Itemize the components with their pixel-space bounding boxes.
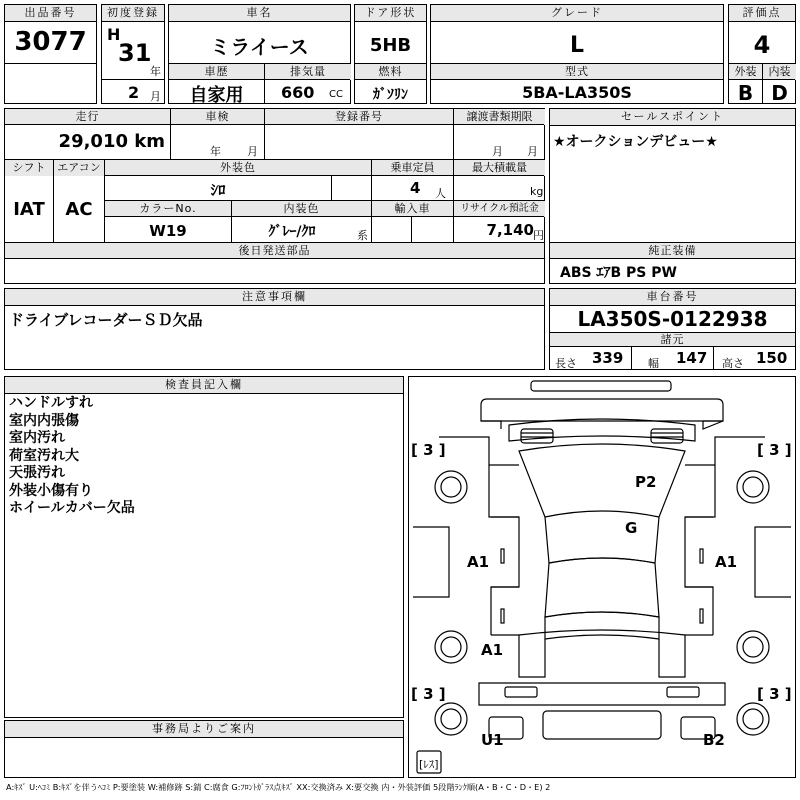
length-label: 長さ	[555, 357, 577, 370]
chassis-box	[549, 288, 796, 370]
office-box	[4, 720, 404, 778]
vehicle-detail-grid	[4, 108, 545, 284]
grade-box	[430, 4, 724, 104]
color-no: W19	[149, 222, 187, 240]
score: 4	[753, 31, 771, 59]
first-registration-label: 初度登録	[102, 5, 164, 22]
sales-point-box	[549, 108, 796, 284]
ext-color-label: 外装色	[105, 160, 371, 176]
length: 339	[592, 349, 624, 367]
car-name-box	[168, 4, 351, 104]
capacity-unit: 人	[435, 187, 446, 200]
car-name: ミライース	[210, 35, 309, 59]
mileage-label: 走行	[5, 109, 170, 125]
score-box	[728, 4, 796, 104]
width-label: 幅	[648, 357, 659, 370]
later-parts-label: 後日発送部品	[5, 243, 544, 259]
displacement-unit: CC	[329, 89, 343, 100]
transfer-day-unit: 月	[527, 145, 538, 158]
car-outline-svg	[409, 377, 795, 777]
score-label: 評価点	[729, 5, 795, 22]
inspector-note: 外装小傷有り	[9, 482, 93, 499]
tire-left-top: [ 3 ]	[411, 441, 446, 459]
ext-color: ｼﾛ	[210, 181, 226, 199]
mark-a1-rear: A1	[481, 641, 504, 659]
width: 147	[676, 349, 708, 367]
height: 150	[756, 349, 788, 367]
legend: A:ｷｽﾞ U:ﾍｺﾐ B:ｷｽﾞを伴うﾍｺﾐ P:要塗装 W:補修跡 S:錆 C:腐食 G:ﾌﾛﾝﾄｶﾞﾗｽ点ｷｽﾞ XX:交換済み X:要交換 内・外装評価 5段階ﾗﾝｸ順(A・B・C・D・E) 2	[6, 782, 551, 792]
fuel-label: 燃料	[355, 64, 426, 80]
damage-diagram	[408, 376, 796, 778]
interior-grade: D	[771, 81, 788, 105]
shift-label: シフト	[5, 160, 53, 176]
office-label: 事務局よりご案内	[5, 721, 403, 738]
exterior-grade: B	[737, 81, 754, 105]
chassis-number: LA350S-0122938	[577, 307, 768, 331]
door: 5HB	[369, 35, 412, 56]
month-unit: 月	[150, 90, 161, 103]
equipment: ABS ｴｱB PS PW	[560, 265, 677, 281]
caution-text: ドライブレコーダーＳＤ欠品	[9, 311, 203, 329]
mileage: 29,010 km	[58, 131, 165, 152]
inspection-year-unit: 年	[210, 145, 221, 158]
recycle-label: リサイクル預託金	[454, 201, 545, 217]
door-label: ドア形状	[355, 5, 426, 22]
capacity-label: 乗車定員	[372, 160, 453, 176]
int-color-suffix: 系	[357, 229, 368, 242]
inspector-note: 室内汚れ	[9, 430, 65, 446]
inspector-label: 検査員記入欄	[5, 377, 403, 394]
color-no-label: カラーNo.	[105, 201, 231, 217]
registration-year: 31	[118, 39, 152, 67]
recycle: 7,140	[486, 221, 534, 239]
history: 自家用	[189, 85, 244, 106]
lot-number-box	[4, 4, 97, 104]
era: H	[107, 25, 121, 44]
inspector-note: 室内内張傷	[9, 412, 79, 429]
sales-point: ★オークションデビュー★	[553, 134, 718, 150]
model-label: 型式	[431, 64, 723, 80]
caution-label: 注意事項欄	[5, 289, 544, 306]
inspection-label: 車検	[171, 109, 264, 125]
displacement: 660	[281, 83, 315, 102]
mark-g: G	[625, 519, 638, 537]
interior-label: 内装	[763, 64, 796, 80]
recycle-unit: 円	[533, 229, 544, 242]
equipment-label: 純正装備	[550, 243, 795, 259]
registration-month: 2	[128, 83, 140, 102]
spare-tire-note: [ﾚｽ]	[419, 758, 439, 771]
int-color: ｸﾞﾚｰ/ｸﾛ	[268, 224, 316, 240]
inspector-note: ホイールカバー欠品	[9, 500, 135, 516]
year-unit: 年	[150, 65, 161, 78]
grade: L	[569, 33, 585, 58]
transfer-label: 譲渡書類期限	[454, 109, 545, 125]
import-label: 輸入車	[372, 201, 453, 217]
load-unit: kg	[530, 185, 544, 198]
fuel: ｶﾞｿﾘﾝ	[373, 87, 408, 103]
inspector-notes	[9, 395, 135, 518]
mark-b2: B2	[703, 731, 725, 749]
load-label: 最大積載量	[454, 160, 545, 176]
transfer-month-unit: 月	[492, 145, 503, 158]
mark-p2: P2	[635, 473, 657, 491]
height-label: 高さ	[722, 357, 744, 370]
chassis-label: 車台番号	[550, 289, 795, 306]
ac-label: エアコン	[54, 160, 104, 176]
model: 5BA-LA350S	[522, 83, 632, 102]
reg-no-label: 登録番号	[265, 109, 453, 125]
inspector-note: 天張汚れ	[9, 465, 65, 481]
lot-number: 3077	[14, 27, 87, 57]
tire-right-top: [ 3 ]	[757, 441, 792, 459]
capacity: 4	[410, 179, 421, 197]
tire-right-bottom: [ 3 ]	[757, 685, 792, 703]
mark-a1-left: A1	[467, 553, 490, 571]
sales-point-label: セールスポイント	[550, 109, 795, 126]
shift: IAT	[13, 199, 45, 220]
mark-u1: U1	[481, 731, 504, 749]
lot-number-label: 出品番号	[5, 5, 96, 22]
inspection-month-unit: 月	[247, 145, 258, 158]
history-label: 車歴	[169, 64, 264, 80]
first-registration-box	[101, 4, 165, 104]
displacement-label: 排気量	[265, 64, 351, 80]
exterior-label: 外装	[729, 64, 762, 80]
car-name-label: 車名	[169, 5, 350, 22]
tire-left-bottom: [ 3 ]	[411, 685, 446, 703]
caution-box	[4, 288, 545, 370]
mark-a1-right: A1	[715, 553, 738, 571]
grade-label: グレード	[431, 5, 723, 22]
int-color-label: 内装色	[232, 201, 371, 217]
door-box	[354, 4, 427, 104]
dims-label: 諸元	[550, 333, 795, 347]
inspector-note: 荷室汚れ大	[9, 447, 79, 464]
ac: AC	[65, 199, 93, 220]
inspector-note: ハンドルすれ	[9, 395, 93, 411]
inspector-box	[4, 376, 404, 718]
